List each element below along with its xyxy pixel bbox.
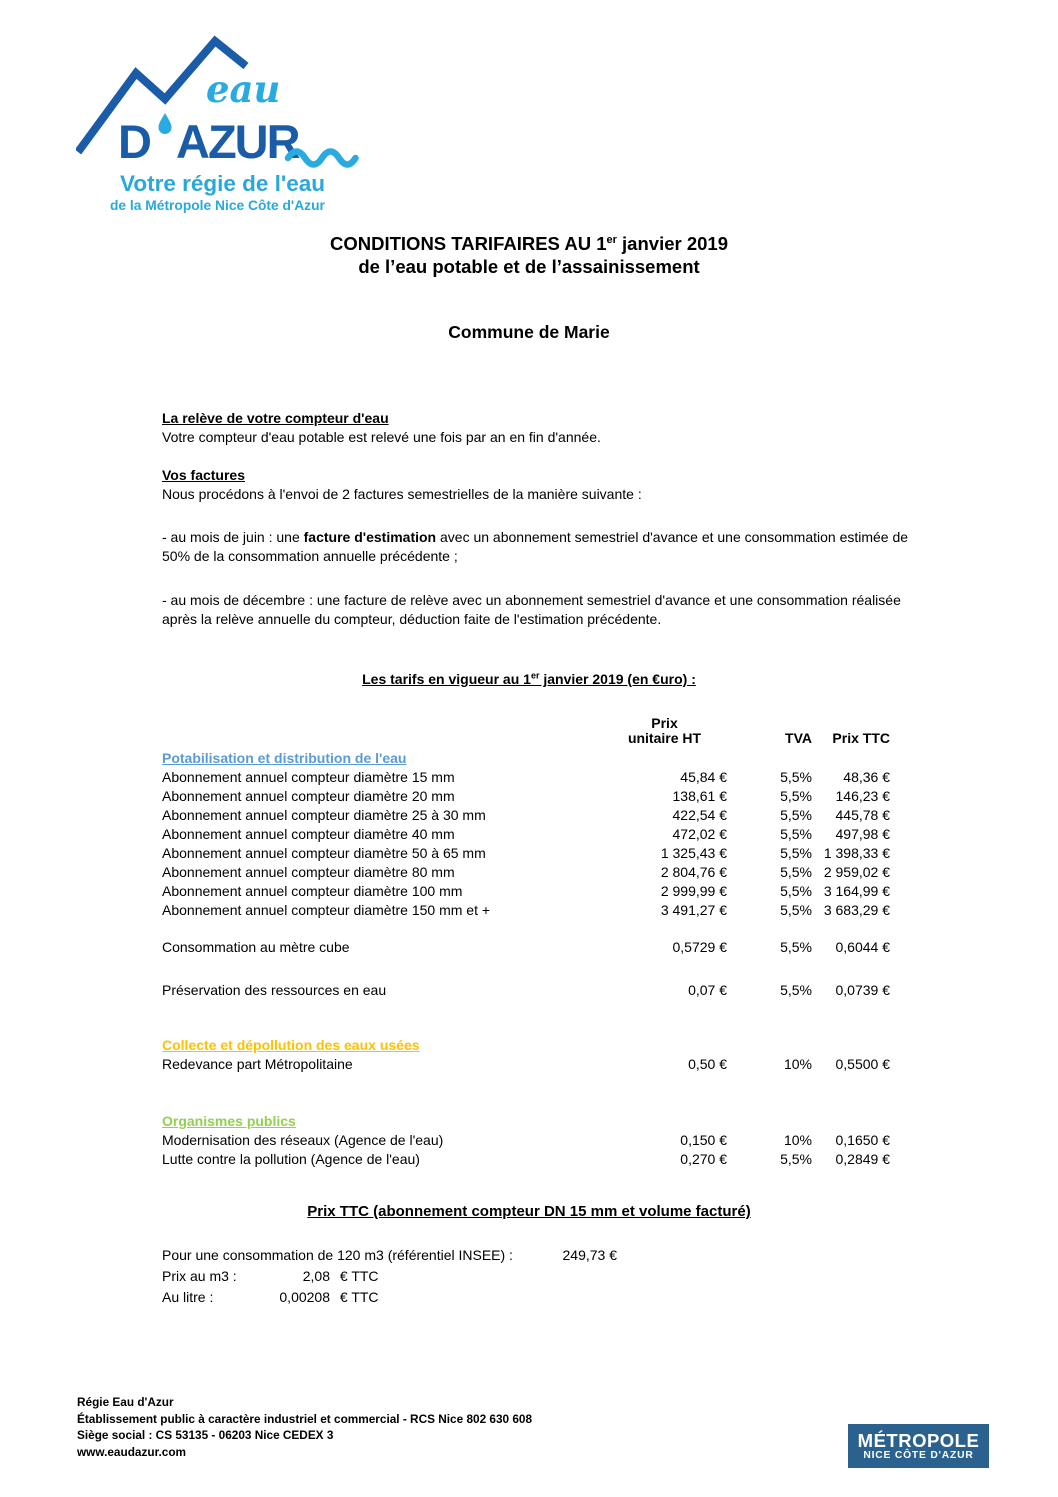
tariff-group	[162, 1036, 890, 1074]
au-litre-label: Au litre :	[162, 1289, 214, 1305]
tva-rate: 5,5%	[780, 864, 812, 880]
document-title-line1: CONDITIONS TARIFAIRES AU 1er janvier 2019	[330, 233, 728, 255]
prix-ttc-lines	[162, 1245, 762, 1308]
water-drop-icon	[159, 113, 172, 134]
footer-address-line: Siège social : CS 53135 - 06203 Nice CEDEX 3	[77, 1428, 334, 1442]
footer-company-name: Régie Eau d'Azur	[77, 1395, 174, 1409]
metropole-logo-line1: MÉTROPOLE	[857, 1429, 980, 1451]
footer-website-link[interactable]: www.eaudazur.com	[77, 1444, 187, 1459]
price-ttc: 3 164,99 €	[823, 883, 890, 899]
price-ht: 422,54 €	[672, 807, 727, 823]
table-row	[162, 938, 890, 957]
releve-body: Votre compteur d'eau potable est relevé une fois par an en fin d'année.	[162, 429, 601, 445]
tariff-group	[162, 749, 890, 920]
tva-rate: 5,5%	[780, 769, 812, 785]
metropole-nice-cote-dazur-logo	[848, 1424, 989, 1468]
consommation-120m3-line	[162, 1245, 762, 1266]
tva-rate: 5,5%	[780, 845, 812, 861]
prix-m3-unit: € TTC	[339, 1268, 379, 1284]
tva-rate: 5,5%	[780, 1151, 812, 1167]
document-title-line2: de l’eau potable et de l’assainissement	[358, 256, 700, 278]
table-row	[162, 806, 890, 825]
header-prix-unitaire-ht: Prix unitaire HT	[627, 715, 702, 746]
decembre-paragraph: - au mois de décembre : une facture de relève avec un abonnement semestriel d'avance et une consommation réalisée après la relève annuelle du compteur, déduction faite de l'estimation précédente.	[162, 592, 901, 627]
consommation-120m3-value: 249,73 €	[562, 1247, 617, 1263]
factures-body: Nous procédons à l'envoi de 2 factures semestrielles de la manière suivante :	[162, 486, 642, 502]
price-ht: 0,5729 €	[672, 939, 727, 955]
price-ht: 1 325,43 €	[660, 845, 727, 861]
table-row	[162, 844, 890, 863]
price-ttc: 146,23 €	[835, 788, 890, 804]
row-label: Modernisation des réseaux (Agence de l'eau)	[162, 1132, 444, 1148]
price-ttc: 1 398,33 €	[823, 845, 890, 861]
row-label: Abonnement annuel compteur diamètre 150 mm et +	[162, 902, 491, 918]
table-row	[162, 768, 890, 787]
commune-title: Commune de Marie	[448, 322, 610, 342]
price-ht: 2 804,76 €	[660, 864, 727, 880]
tariff-section-heading: Organismes publics	[162, 1113, 296, 1129]
tariff-section-heading: Collecte et dépollution des eaux usées	[162, 1037, 420, 1053]
table-row	[162, 825, 890, 844]
price-ttc: 445,78 €	[835, 807, 890, 823]
footer	[77, 1394, 532, 1460]
tariff-section-heading: Potabilisation et distribution de l'eau	[162, 750, 407, 766]
footer-legal-line: Établissement public à caractère industriel et commercial - RCS Nice 802 630 608	[77, 1411, 533, 1426]
factures-heading: Vos factures	[162, 467, 245, 483]
table-row	[162, 1131, 890, 1150]
logo-tagline-2: de la Métropole Nice Côte d'Azur	[110, 198, 325, 213]
row-label: Abonnement annuel compteur diamètre 80 mm	[162, 864, 455, 880]
prix-m3-label: Prix au m3 :	[162, 1268, 237, 1284]
price-ttc: 0,1650 €	[835, 1132, 890, 1148]
metropole-logo-line2: NICE CÔTE D'AZUR	[863, 1449, 974, 1461]
price-ht: 3 491,27 €	[660, 902, 727, 918]
au-litre-value: 0,00208	[279, 1289, 330, 1305]
price-ttc: 0,5500 €	[835, 1056, 890, 1072]
price-ht: 138,61 €	[672, 788, 727, 804]
prix-m3-line	[162, 1266, 762, 1287]
tva-rate: 10%	[783, 1056, 812, 1072]
row-label: Abonnement annuel compteur diamètre 100 mm	[162, 883, 463, 899]
price-ht: 0,50 €	[688, 1056, 727, 1072]
logo-word-azur: AZUR	[176, 115, 299, 168]
au-litre-unit: € TTC	[339, 1289, 379, 1305]
eau-dazur-logo-graphic	[76, 28, 388, 218]
price-ht: 0,270 €	[680, 1151, 727, 1167]
juin-paragraph: - au mois de juin : une facture d'estimation avec un abonnement semestriel d'avance et une consommation estimée de 50% de la consommation annuelle précédente ;	[162, 529, 909, 564]
header-tva: TVA	[785, 730, 812, 746]
prix-ttc-heading: Prix TTC (abonnement compteur DN 15 mm et volume facturé)	[307, 1203, 751, 1220]
releve-heading: La relève de votre compteur d'eau	[162, 410, 389, 426]
tarifs-heading: Les tarifs en vigueur au 1er janvier 2019 (en €uro) :	[362, 670, 696, 687]
price-ht: 45,84 €	[680, 769, 727, 785]
price-ht: 0,07 €	[688, 982, 727, 998]
tva-rate: 5,5%	[780, 982, 812, 998]
row-label: Abonnement annuel compteur diamètre 15 mm	[162, 769, 455, 785]
table-row	[162, 882, 890, 901]
tva-rate: 5,5%	[780, 939, 812, 955]
price-ttc: 3 683,29 €	[823, 902, 890, 918]
row-label: Abonnement annuel compteur diamètre 40 mm	[162, 826, 455, 842]
consommation-120m3-label: Pour une consommation de 120 m3 (référentiel INSEE) :	[162, 1247, 513, 1263]
logo-word-eau: eau	[206, 67, 281, 111]
row-label: Consommation au mètre cube	[162, 939, 350, 955]
header-prix-ttc: Prix TTC	[832, 730, 890, 746]
row-label: Abonnement annuel compteur diamètre 20 mm	[162, 788, 455, 804]
tariff-group	[162, 981, 890, 1000]
tva-rate: 10%	[783, 1132, 812, 1148]
row-label: Abonnement annuel compteur diamètre 50 à 65 mm	[162, 845, 486, 861]
table-row	[162, 901, 890, 920]
table-row	[162, 787, 890, 806]
document-title	[0, 229, 1058, 278]
table-row	[162, 863, 890, 882]
table-row	[162, 1055, 890, 1074]
price-ht: 472,02 €	[672, 826, 727, 842]
price-ht: 2 999,99 €	[660, 883, 727, 899]
table-row	[162, 981, 890, 1000]
row-label: Abonnement annuel compteur diamètre 25 à 30 mm	[162, 807, 486, 823]
price-ttc: 497,98 €	[835, 826, 890, 842]
row-label: Lutte contre la pollution (Agence de l'eau)	[162, 1151, 420, 1167]
row-label: Préservation des ressources en eau	[162, 982, 387, 998]
tariff-group	[162, 1112, 890, 1169]
row-label: Redevance part Métropolitaine	[162, 1056, 353, 1072]
tva-rate: 5,5%	[780, 883, 812, 899]
table-header-row	[162, 716, 890, 746]
price-ttc: 0,6044 €	[835, 939, 890, 955]
prix-m3-value: 2,08	[302, 1268, 330, 1284]
tariff-group	[162, 938, 890, 957]
price-ht: 0,150 €	[680, 1132, 727, 1148]
eau-dazur-logo	[76, 28, 388, 223]
table-row	[162, 1150, 890, 1169]
price-ttc: 0,0739 €	[835, 982, 890, 998]
tva-rate: 5,5%	[780, 788, 812, 804]
tva-rate: 5,5%	[780, 902, 812, 918]
tva-rate: 5,5%	[780, 826, 812, 842]
tariff-table	[162, 716, 890, 1169]
logo-word-d: D	[118, 115, 150, 168]
price-ttc: 48,36 €	[843, 769, 890, 785]
logo-tagline-1: Votre régie de l'eau	[120, 171, 326, 196]
tariff-table-body	[162, 749, 890, 1169]
price-ttc: 0,2849 €	[835, 1151, 890, 1167]
factures-section	[162, 466, 910, 504]
au-litre-line	[162, 1287, 762, 1308]
releve-section	[162, 409, 910, 447]
tva-rate: 5,5%	[780, 807, 812, 823]
price-ttc: 2 959,02 €	[823, 864, 890, 880]
